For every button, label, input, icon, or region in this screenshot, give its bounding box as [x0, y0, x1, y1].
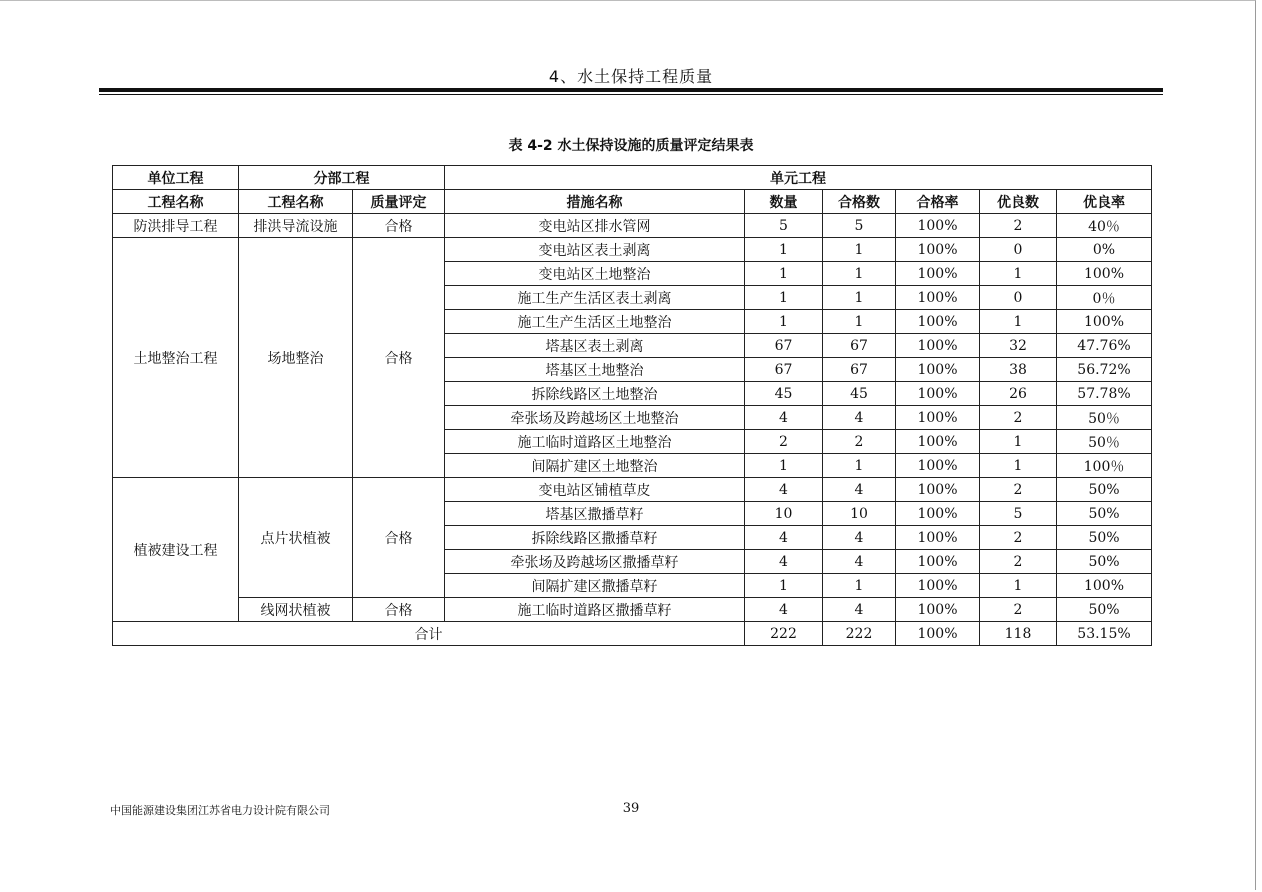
- pass-rate-cell: 100%: [896, 430, 980, 454]
- count-cell: 1: [745, 310, 823, 334]
- count-cell: 1: [745, 238, 823, 262]
- excellent-rate-cell: 100%: [1057, 310, 1152, 334]
- measure-name: 拆除线路区土地整治: [445, 382, 745, 406]
- table-body: [113, 214, 1152, 622]
- excellent-count-cell: 1: [980, 310, 1057, 334]
- sub-project-rating: 合格: [353, 238, 445, 478]
- measure-name: 塔基区表土剥离: [445, 334, 745, 358]
- sub-project-name: 点片状植被: [239, 478, 353, 598]
- pass-rate-cell: 100%: [896, 406, 980, 430]
- col-excellent-count: 优良数: [980, 190, 1057, 214]
- pass-count-cell: 4: [823, 526, 896, 550]
- count-cell: 1: [745, 454, 823, 478]
- col-count: 数量: [745, 190, 823, 214]
- pass-rate-cell: 100%: [896, 334, 980, 358]
- total-count: 222: [745, 622, 823, 646]
- pass-rate-cell: 100%: [896, 214, 980, 238]
- sub-project-name: 线网状植被: [239, 598, 353, 622]
- pass-count-cell: 67: [823, 334, 896, 358]
- header-rule-thin: [99, 94, 1163, 95]
- total-excellent-rate: 53.15%: [1057, 622, 1152, 646]
- col-measure: 措施名称: [445, 190, 745, 214]
- pass-rate-cell: 100%: [896, 574, 980, 598]
- pass-count-cell: 1: [823, 310, 896, 334]
- excellent-rate-cell: 50％: [1057, 406, 1152, 430]
- pass-count-cell: 1: [823, 454, 896, 478]
- pass-rate-cell: 100%: [896, 526, 980, 550]
- table-row: [113, 478, 1152, 502]
- unit-project-name: 土地整治工程: [113, 238, 239, 478]
- measure-name: 变电站区铺植草皮: [445, 478, 745, 502]
- table-caption: 表 4-2 水土保持设施的质量评定结果表: [508, 138, 754, 154]
- total-pass-count: 222: [823, 622, 896, 646]
- col-sub-rating: 质量评定: [353, 190, 445, 214]
- unit-project-name: 植被建设工程: [113, 478, 239, 622]
- col-pass-rate: 合格率: [896, 190, 980, 214]
- excellent-count-cell: 1: [980, 262, 1057, 286]
- pass-count-cell: 1: [823, 238, 896, 262]
- count-cell: 2: [745, 430, 823, 454]
- pass-rate-cell: 100%: [896, 310, 980, 334]
- pass-count-cell: 1: [823, 286, 896, 310]
- pass-count-cell: 4: [823, 598, 896, 622]
- count-cell: 1: [745, 262, 823, 286]
- excellent-rate-cell: 100%: [1057, 574, 1152, 598]
- table-row: [113, 238, 1152, 262]
- count-cell: 1: [745, 574, 823, 598]
- excellent-rate-cell: 50％: [1057, 430, 1152, 454]
- count-cell: 5: [745, 214, 823, 238]
- col-pass-count: 合格数: [823, 190, 896, 214]
- pass-count-cell: 10: [823, 502, 896, 526]
- sub-project-rating: 合格: [353, 478, 445, 598]
- excellent-rate-cell: 40％: [1057, 214, 1152, 238]
- excellent-count-cell: 2: [980, 526, 1057, 550]
- measure-name: 施工生产生活区表土剥离: [445, 286, 745, 310]
- pass-count-cell: 4: [823, 550, 896, 574]
- count-cell: 4: [745, 526, 823, 550]
- count-cell: 4: [745, 478, 823, 502]
- measure-name: 变电站区排水管网: [445, 214, 745, 238]
- excellent-rate-cell: 50%: [1057, 502, 1152, 526]
- page-header-title: 4、水土保持工程质量: [548, 67, 714, 86]
- excellent-rate-cell: 50%: [1057, 526, 1152, 550]
- pass-count-cell: 5: [823, 214, 896, 238]
- pass-rate-cell: 100%: [896, 550, 980, 574]
- excellent-rate-cell: 100％: [1057, 454, 1152, 478]
- excellent-rate-cell: 50%: [1057, 598, 1152, 622]
- pass-rate-cell: 100%: [896, 358, 980, 382]
- table-row: [113, 598, 1152, 622]
- header-unit-project: 单位工程: [113, 166, 239, 190]
- measure-name: 施工生产生活区土地整治: [445, 310, 745, 334]
- pass-rate-cell: 100%: [896, 238, 980, 262]
- total-excellent-count: 118: [980, 622, 1057, 646]
- count-cell: 4: [745, 406, 823, 430]
- col-unit-name: 工程名称: [113, 190, 239, 214]
- count-cell: 67: [745, 334, 823, 358]
- pass-rate-cell: 100%: [896, 454, 980, 478]
- count-cell: 67: [745, 358, 823, 382]
- measure-name: 间隔扩建区撒播草籽: [445, 574, 745, 598]
- excellent-count-cell: 2: [980, 214, 1057, 238]
- count-cell: 4: [745, 598, 823, 622]
- excellent-count-cell: 1: [980, 430, 1057, 454]
- excellent-count-cell: 2: [980, 406, 1057, 430]
- count-cell: 4: [745, 550, 823, 574]
- pass-count-cell: 2: [823, 430, 896, 454]
- footer-page-number: 39: [622, 801, 640, 816]
- measure-name: 塔基区撒播草籽: [445, 502, 745, 526]
- pass-rate-cell: 100%: [896, 286, 980, 310]
- table-row: [113, 214, 1152, 238]
- excellent-count-cell: 0: [980, 238, 1057, 262]
- group-header-row: [113, 166, 1152, 190]
- excellent-rate-cell: 50%: [1057, 478, 1152, 502]
- excellent-count-cell: 5: [980, 502, 1057, 526]
- total-pass-rate: 100%: [896, 622, 980, 646]
- col-sub-name: 工程名称: [239, 190, 353, 214]
- sub-project-rating: 合格: [353, 598, 445, 622]
- excellent-count-cell: 2: [980, 598, 1057, 622]
- excellent-count-cell: 2: [980, 550, 1057, 574]
- excellent-count-cell: 38: [980, 358, 1057, 382]
- sub-project-rating: 合格: [353, 214, 445, 238]
- pass-rate-cell: 100%: [896, 598, 980, 622]
- col-excellent-rate: 优良率: [1057, 190, 1152, 214]
- unit-project-name: 防洪排导工程: [113, 214, 239, 238]
- measure-name: 变电站区表土剥离: [445, 238, 745, 262]
- excellent-rate-cell: 56.72%: [1057, 358, 1152, 382]
- measure-name: 塔基区土地整治: [445, 358, 745, 382]
- total-row: [113, 622, 1152, 646]
- excellent-rate-cell: 50%: [1057, 550, 1152, 574]
- pass-count-cell: 67: [823, 358, 896, 382]
- header-rule-thick: [99, 88, 1163, 92]
- header-sub-project: 分部工程: [239, 166, 445, 190]
- pass-rate-cell: 100%: [896, 478, 980, 502]
- sub-project-name: 场地整治: [239, 238, 353, 478]
- measure-name: 间隔扩建区土地整治: [445, 454, 745, 478]
- measure-name: 牵张场及跨越场区撒播草籽: [445, 550, 745, 574]
- pass-rate-cell: 100%: [896, 262, 980, 286]
- measure-name: 施工临时道路区撒播草籽: [445, 598, 745, 622]
- pass-count-cell: 1: [823, 574, 896, 598]
- excellent-count-cell: 0: [980, 286, 1057, 310]
- pass-count-cell: 45: [823, 382, 896, 406]
- measure-name: 牵张场及跨越场区土地整治: [445, 406, 745, 430]
- excellent-count-cell: 1: [980, 574, 1057, 598]
- pass-rate-cell: 100%: [896, 382, 980, 406]
- pass-count-cell: 4: [823, 478, 896, 502]
- measure-name: 拆除线路区撒播草籽: [445, 526, 745, 550]
- count-cell: 1: [745, 286, 823, 310]
- excellent-rate-cell: 0％: [1057, 286, 1152, 310]
- excellent-rate-cell: 100%: [1057, 262, 1152, 286]
- excellent-count-cell: 1: [980, 454, 1057, 478]
- header-element-project: 单元工程: [445, 166, 1152, 190]
- excellent-count-cell: 2: [980, 478, 1057, 502]
- count-cell: 10: [745, 502, 823, 526]
- sub-project-name: 排洪导流设施: [239, 214, 353, 238]
- total-label: 合计: [113, 622, 745, 646]
- excellent-rate-cell: 0%: [1057, 238, 1152, 262]
- count-cell: 45: [745, 382, 823, 406]
- excellent-count-cell: 26: [980, 382, 1057, 406]
- excellent-rate-cell: 57.78%: [1057, 382, 1152, 406]
- pass-count-cell: 1: [823, 262, 896, 286]
- column-header-row: [113, 190, 1152, 214]
- excellent-count-cell: 32: [980, 334, 1057, 358]
- pass-rate-cell: 100%: [896, 502, 980, 526]
- quality-assessment-table: [112, 165, 1152, 646]
- pass-count-cell: 4: [823, 406, 896, 430]
- excellent-rate-cell: 47.76%: [1057, 334, 1152, 358]
- measure-name: 施工临时道路区土地整治: [445, 430, 745, 454]
- measure-name: 变电站区土地整治: [445, 262, 745, 286]
- footer-company: 中国能源建设集团江苏省电力设计院有限公司: [110, 804, 330, 817]
